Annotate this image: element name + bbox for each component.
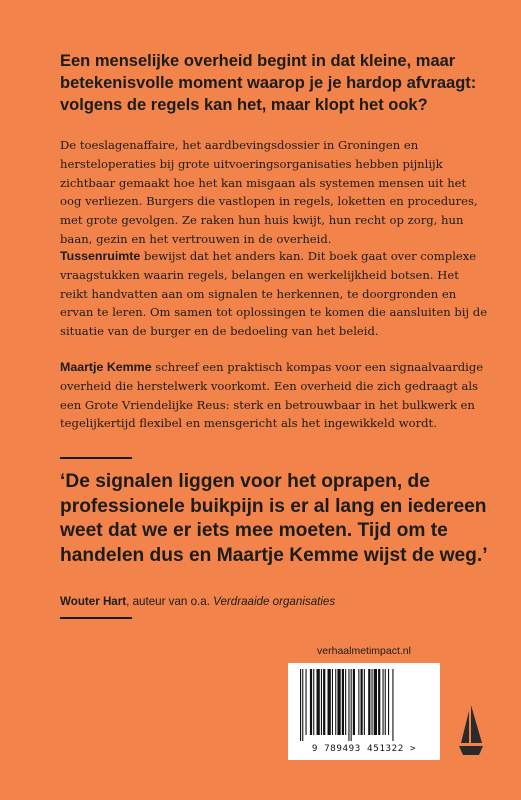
author-name: Maartje Kemme bbox=[60, 360, 152, 374]
publisher-website: verhaalmetimpact.nl bbox=[317, 645, 411, 657]
quote-divider-bottom bbox=[60, 617, 132, 619]
intro-paragraph: De toeslagenaffaire, het aardbevingsdossier in Groningen en hersteloperaties bij grote uitvoeringsorganisaties hebben pijnlijk zichtbaar gemaakt hoe het kan misgaan als systemen mensen uit het oog verliezen. Burgers die vastlopen in regels, loketten en procedures, met grote gevolgen. Ze raken hun huis kwijt, hun recht op zorg, hun baan, gezin en het vertrouwen in de overheid. bbox=[60, 138, 478, 246]
lead-statement: Een menselijke overheid begint in dat kleine, maar betekenisvolle moment waarop je je hardop afvraagt: volgens de regels kan het, maar klopt het ook? bbox=[60, 52, 477, 114]
boat-logo-icon bbox=[458, 703, 484, 757]
author-paragraph bbox=[60, 358, 490, 433]
quote-divider-top bbox=[60, 457, 132, 459]
attribution-name: Wouter Hart bbox=[60, 595, 127, 608]
quote-attribution bbox=[60, 594, 500, 610]
author-paragraph-text: schreef een praktisch kompas voor een signaalvaardige overheid die herstelwerk voorkomt. Een overheid die zich gedraagt als een Grote Vriendelijke Reus: sterk en betrouwbaar in het bulkwerk en tegelijkertijd flexibel en mensgericht als het ingewikkeld wordt. bbox=[60, 360, 484, 431]
attribution-work: Verdraaide organisaties bbox=[213, 595, 336, 608]
attribution-role: , auteur van o.a. bbox=[126, 595, 214, 608]
book-paragraph bbox=[60, 247, 490, 341]
book-title: Tussenruimte bbox=[60, 249, 141, 263]
isbn-digits: 9 789493 451322 > bbox=[311, 743, 417, 754]
endorsement-quote: ‘De signalen liggen voor het oprapen, de professionele buikpijn is er al lang en iedereen weet dat we er iets mee moeten. Tijd om te handelen dus en Maartje Kemme wijst de weg.’ bbox=[60, 471, 488, 566]
isbn-barcode bbox=[288, 663, 440, 760]
book-paragraph-text: bewijst dat het anders kan. Dit boek gaat over complexe vraagstukken waarin regels, belangen en werkelijkheid botsen. Het reikt handvatten aan om signalen te herkennen, te doorgronden en ervan te leren. Om samen tot oplossingen te komen die aansluiten bij de situatie van de burger en de bedoeling van het beleid. bbox=[60, 249, 488, 339]
barcode-bars bbox=[298, 669, 430, 741]
